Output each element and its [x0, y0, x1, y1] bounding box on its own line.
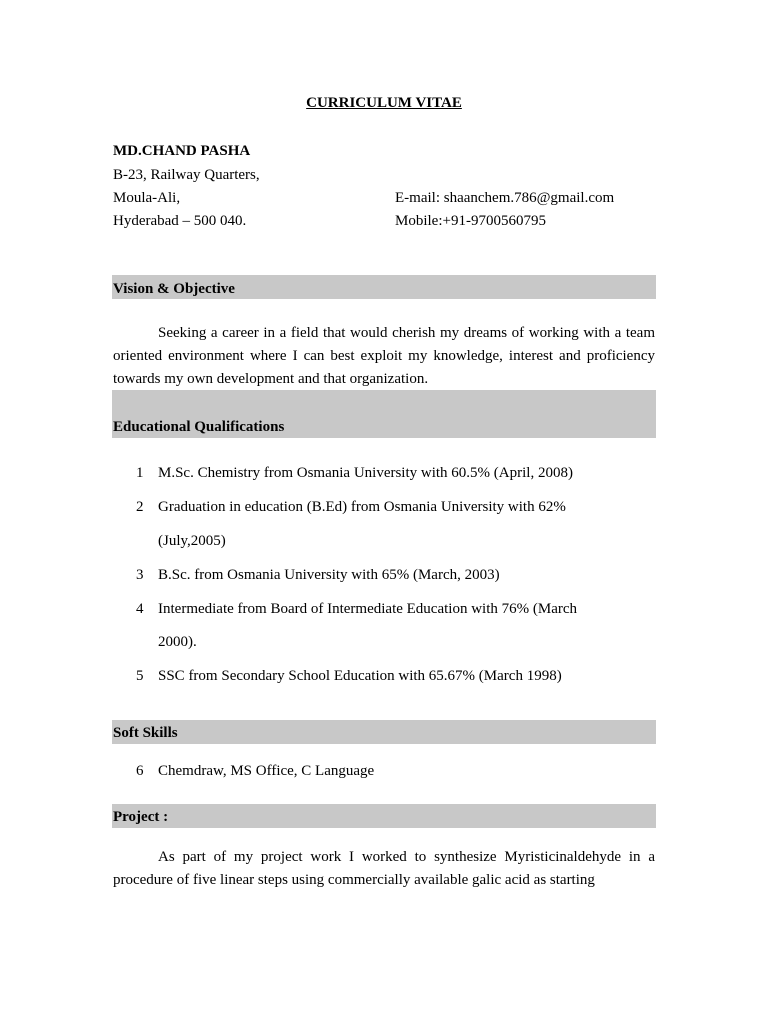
address-line-3: Hyderabad – 500 040. — [113, 213, 247, 229]
education-item: SSC from Secondary School Education with 65.67% (March 1998) — [158, 668, 562, 684]
document-title: CURRICULUM VITAE — [306, 95, 462, 111]
education-item-number: 2 — [136, 499, 144, 515]
section-heading-vision — [112, 275, 656, 299]
email-text: E-mail: shaanchem.786@gmail.com — [395, 190, 615, 206]
section-heading-project-label: Project : — [113, 809, 169, 825]
candidate-name: MD.CHAND PASHA — [113, 143, 251, 159]
section-heading-education — [112, 390, 656, 438]
education-item-number: 4 — [136, 601, 144, 617]
education-item-number: 1 — [136, 465, 144, 481]
section-heading-education-label: Educational Qualifications — [113, 419, 285, 435]
skill-item-number: 6 — [136, 763, 144, 779]
address-line-1: B-23, Railway Quarters, — [113, 167, 260, 183]
education-item-number: 3 — [136, 567, 144, 583]
section-heading-soft-skills-label: Soft Skills — [113, 725, 178, 741]
education-item-number: 5 — [136, 668, 144, 684]
education-item: Intermediate from Board of Intermediate Education with 76% (March — [158, 601, 578, 617]
address-line-2: Moula-Ali, — [113, 190, 181, 206]
education-item-continuation: 2000). — [158, 634, 197, 650]
education-item: Graduation in education (B.Ed) from Osmania University with 62% — [158, 499, 566, 515]
vision-text: Seeking a career in a field that would cherish my dreams of working with a team oriented environment where I can best exploit my knowledge, interest and proficiency towards my own development and that organization. — [113, 325, 655, 387]
education-item: M.Sc. Chemistry from Osmania University with 60.5% (April, 2008) — [158, 465, 573, 481]
section-heading-project — [112, 804, 656, 828]
mobile-text: Mobile:+91-9700560795 — [395, 213, 546, 229]
section-heading-soft-skills — [112, 720, 656, 744]
vision-paragraph — [113, 322, 655, 391]
education-item-continuation: (July,2005) — [158, 533, 226, 549]
section-heading-vision-label: Vision & Objective — [113, 281, 235, 297]
project-paragraph — [113, 846, 655, 892]
education-item: B.Sc. from Osmania University with 65% (March, 2003) — [158, 567, 500, 583]
skill-item: Chemdraw, MS Office, C Language — [158, 763, 375, 779]
project-text: As part of my project work I worked to synthesize Myristicinaldehyde in a procedure of five linear steps using commercially available galic acid as starting — [113, 849, 655, 888]
